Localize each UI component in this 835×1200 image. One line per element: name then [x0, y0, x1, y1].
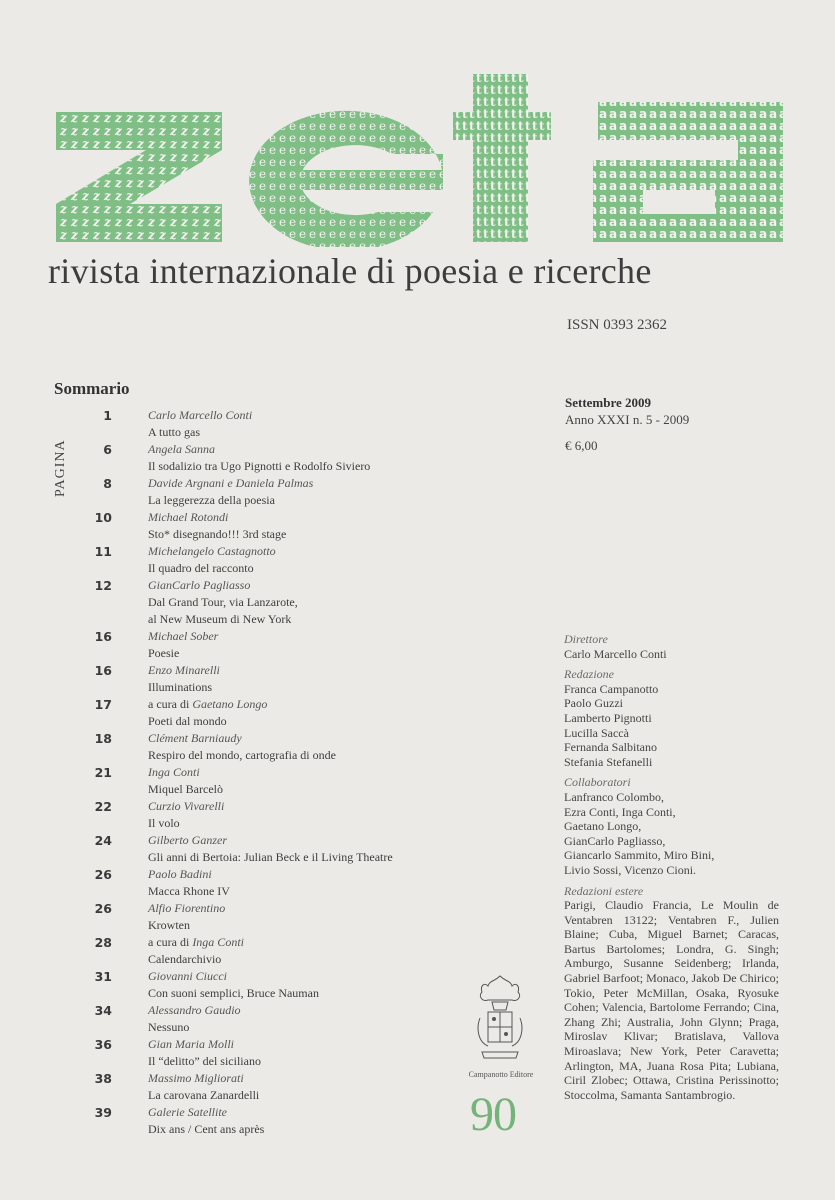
- toc-prefix: a cura di: [148, 697, 193, 711]
- page-number: 24: [94, 833, 112, 848]
- article-title: Il sodalizio tra Ugo Pignotti e Rodolfo Siviero: [148, 459, 371, 473]
- toc-row: [80, 1053, 460, 1070]
- toc-row: [80, 730, 460, 747]
- author-name: Clément Barniaudy: [148, 731, 242, 745]
- issue-volume: Anno XXXI n. 5 - 2009: [565, 412, 690, 427]
- toc-title: [148, 747, 336, 764]
- redazione-member: Stefania Stefanelli: [564, 754, 653, 769]
- toc-author: [148, 662, 220, 679]
- article-title: al New Museum di New York: [148, 612, 292, 626]
- article-title: Krowten: [148, 918, 190, 932]
- author-name: Michael Rotondi: [148, 510, 229, 524]
- article-title: Sto* disegnando!!! 3rd stage: [148, 527, 287, 541]
- redazione-list: [564, 682, 779, 770]
- redazioni-estere-text: Parigi, Claudio Francia, Le Moulin de Ventabren 13122; Ventabren F., Julien Blaine; Cuba, Miguel Barnet; Caracas, Bartus Bartolomes; Londra, G. Singh; Amburgo, Susanne Seidenberg; Irlanda, Gabriel Barfoot; Monaco, Jakob De Chirico; Tokio, Peter McMillan, Osaka, Ryosuke Cohen; Valencia, Bartolome Ferrando; Cina, Zhang Zhi; Australia, John Glynn; Praga, Miroslav Klivar; Bratislava, Vallova Miroaslava; New York, Peter Caravetta; Arlington, MA, Juana Rosa Pita; Lubiana, Ciril Zlobec; Ottawa, Cristina Perissinotto; Stoccolma, Samanta Santambrogio.: [564, 898, 779, 1102]
- toc-row: [80, 407, 460, 424]
- article-title: Poesie: [148, 646, 180, 660]
- pagina-label: PAGINA: [53, 439, 68, 497]
- page-number: 6: [103, 442, 112, 457]
- collaboratori-list: [564, 790, 779, 878]
- page-number: 26: [94, 867, 112, 882]
- toc-author: [148, 407, 252, 424]
- collaboratore-line: Giancarlo Sammito, Miro Bini,: [564, 848, 715, 863]
- author-name: Inga Conti: [192, 935, 244, 949]
- toc-author: [148, 475, 313, 492]
- toc-author: [148, 696, 267, 713]
- issue-info: [565, 394, 689, 454]
- toc-title: [148, 1053, 261, 1070]
- toc-row: [80, 424, 460, 441]
- page-number: 11: [94, 544, 112, 559]
- page-number: 31: [94, 969, 112, 984]
- collaboratore-line: Gaetano Longo,: [564, 819, 642, 834]
- toc-title: [148, 781, 223, 798]
- toc-row: [80, 985, 460, 1002]
- toc-row: [80, 815, 460, 832]
- toc-row: [80, 866, 460, 883]
- page-number: 28: [94, 935, 112, 950]
- toc-title: [148, 526, 286, 543]
- toc-title: [148, 458, 370, 475]
- toc-row: [80, 594, 460, 611]
- toc-title: [148, 883, 230, 900]
- toc-title: [148, 679, 212, 696]
- author-name: Alfio Fiorentino: [148, 901, 226, 915]
- page-number: 39: [94, 1105, 112, 1120]
- logo-letter-a: [593, 102, 783, 242]
- logo-letter-z: [56, 112, 222, 242]
- toc-row: [80, 492, 460, 509]
- article-title: Con suoni semplici, Bruce Nauman: [148, 986, 319, 1000]
- toc-author: [148, 900, 225, 917]
- direttore-name: Carlo Marcello Conti: [564, 646, 667, 661]
- toc-row: [80, 611, 460, 628]
- toc-author: [148, 866, 212, 883]
- issue-date: Settembre 2009: [565, 395, 652, 410]
- toc-row: [80, 1121, 460, 1138]
- page-number: 8: [103, 476, 112, 491]
- toc-row: [80, 662, 460, 679]
- redazione-member: Fernanda Salbitano: [564, 740, 657, 755]
- article-title: La leggerezza della poesia: [148, 493, 275, 507]
- author-name: Gilberto Ganzer: [148, 833, 227, 847]
- table-of-contents: [80, 407, 460, 1138]
- toc-title: [148, 594, 298, 611]
- toc-author: [148, 543, 276, 560]
- toc-title: [148, 492, 275, 509]
- toc-row: [80, 849, 460, 866]
- article-title: Il quadro del racconto: [148, 561, 254, 575]
- toc-author: [148, 441, 215, 458]
- collaboratore-line: Livio Sossi, Vicenzo Cioni.: [564, 862, 697, 877]
- author-name: Giovanni Ciucci: [148, 969, 227, 983]
- article-title: La carovana Zanardelli: [148, 1088, 260, 1102]
- toc-author: [148, 968, 227, 985]
- author-name: Gian Maria Molli: [148, 1037, 234, 1051]
- issue-number: 90: [470, 1088, 516, 1141]
- toc-author: [148, 509, 228, 526]
- subtitle: rivista internazionale di poesia e ricerche: [48, 251, 652, 291]
- toc-row: [80, 951, 460, 968]
- toc-title: [148, 560, 254, 577]
- toc-row: [80, 679, 460, 696]
- toc-row: [80, 526, 460, 543]
- toc-author: [148, 934, 244, 951]
- toc-row: [80, 560, 460, 577]
- issn: ISSN 0393 2362: [567, 317, 668, 333]
- article-title: Nessuno: [148, 1020, 190, 1034]
- toc-author: [148, 1070, 244, 1087]
- page-number: 34: [94, 1003, 112, 1018]
- toc-row: [80, 917, 460, 934]
- author-name: Enzo Minarelli: [148, 663, 220, 677]
- article-title: Dix ans / Cent ans après: [148, 1122, 265, 1136]
- toc-row: [80, 1036, 460, 1053]
- toc-author: [148, 1036, 234, 1053]
- collaboratore-line: GianCarlo Pagliasso,: [564, 833, 666, 848]
- toc-row: [80, 747, 460, 764]
- toc-row: [80, 781, 460, 798]
- toc-row: [80, 832, 460, 849]
- toc-author: [148, 577, 250, 594]
- author-name: Curzio Vivarelli: [148, 799, 225, 813]
- toc-row: [80, 475, 460, 492]
- author-name: Inga Conti: [148, 765, 200, 779]
- page-number: 10: [94, 510, 112, 525]
- toc-prefix: a cura di: [148, 935, 193, 949]
- page-number: 38: [94, 1071, 112, 1086]
- toc-title: [148, 611, 291, 628]
- page-number: 22: [94, 799, 112, 814]
- toc-row: [80, 543, 460, 560]
- article-title: Il volo: [148, 816, 180, 830]
- toc-row: [80, 509, 460, 526]
- toc-title: [148, 849, 393, 866]
- toc-author: [148, 730, 242, 747]
- toc-author: [148, 764, 200, 781]
- article-title: Calendarchivio: [148, 952, 222, 966]
- author-name: Davide Argnani e Daniela Palmas: [148, 476, 314, 490]
- page-number: 16: [94, 663, 112, 678]
- toc-author: [148, 798, 224, 815]
- toc-title: [148, 917, 190, 934]
- toc-author: [148, 1002, 241, 1019]
- redazione-member: Paolo Guzzi: [564, 696, 623, 711]
- toc-row: [80, 798, 460, 815]
- toc-title: [148, 645, 179, 662]
- toc-row: [80, 1019, 460, 1036]
- toc-row: [80, 1104, 460, 1121]
- toc-row: [80, 628, 460, 645]
- author-name: Massimo Migliorati: [148, 1071, 244, 1085]
- article-title: Poeti dal mondo: [148, 714, 227, 728]
- toc-title: [148, 1121, 264, 1138]
- article-title: Il “delitto” del siciliano: [148, 1054, 261, 1068]
- publisher-name: Campanotto Editore: [468, 1070, 534, 1079]
- toc-title: [148, 985, 319, 1002]
- article-title: Macca Rhone IV: [148, 884, 230, 898]
- article-title: Illuminations: [148, 680, 212, 694]
- author-name: Carlo Marcello Conti: [148, 408, 253, 422]
- toc-row: [80, 900, 460, 917]
- collaboratore-line: Ezra Conti, Inga Conti,: [564, 804, 676, 819]
- toc-row: [80, 645, 460, 662]
- toc-title: [148, 1087, 259, 1104]
- toc-author: [148, 628, 218, 645]
- toc-title: [148, 1019, 189, 1036]
- toc-title: [148, 713, 227, 730]
- collaboratori-heading: Collaboratori: [564, 775, 631, 790]
- toc-row: [80, 577, 460, 594]
- publisher-emblem-icon: [470, 972, 530, 1067]
- toc-row: [80, 1002, 460, 1019]
- logo-letter-t: [453, 74, 551, 242]
- page-number: 18: [94, 731, 112, 746]
- article-title: Dal Grand Tour, via Lanzarote,: [148, 595, 298, 609]
- author-name: Michelangelo Castagnotto: [148, 544, 276, 558]
- page-number: 21: [94, 765, 112, 780]
- toc-title: [148, 815, 180, 832]
- author-name: Alessandro Gaudio: [148, 1003, 241, 1017]
- page-number: 26: [94, 901, 112, 916]
- logo-letter-e: [249, 111, 443, 247]
- page-number: 36: [94, 1037, 112, 1052]
- zeta-logo: [48, 72, 788, 247]
- author-name: Michael Sober: [148, 629, 219, 643]
- article-title: Gli anni di Bertoia: Julian Beck e il Living Theatre: [148, 850, 393, 864]
- article-title: Respiro del mondo, cartografia di onde: [148, 748, 336, 762]
- article-title: Miquel Barcelò: [148, 782, 223, 796]
- toc-author: [148, 1104, 227, 1121]
- redazione-member: Lucilla Saccà: [564, 725, 629, 740]
- toc-row: [80, 458, 460, 475]
- author-name: Galerie Satellite: [148, 1105, 227, 1119]
- toc-row: [80, 934, 460, 951]
- author-name: GianCarlo Pagliasso: [148, 578, 251, 592]
- redazione-member: Franca Campanotto: [564, 681, 659, 696]
- toc-row: [80, 696, 460, 713]
- toc-title: [148, 424, 200, 441]
- redazione-member: Lamberto Pignotti: [564, 710, 652, 725]
- author-name: Angela Sanna: [148, 442, 215, 456]
- direttore-heading: Direttore: [564, 632, 608, 646]
- page-number: 12: [94, 578, 112, 593]
- sommario-title: Sommario: [54, 379, 130, 398]
- collaboratore-line: Lanfranco Colombo,: [564, 789, 664, 804]
- author-name: Gaetano Longo: [192, 697, 268, 711]
- toc-row: [80, 1070, 460, 1087]
- page-number: 16: [94, 629, 112, 644]
- redazioni-estere-heading: Redazioni estere: [564, 883, 644, 898]
- article-title: A tutto gas: [148, 425, 201, 439]
- page-number: 1: [103, 408, 112, 423]
- toc-row: [80, 1087, 460, 1104]
- issue-price: € 6,00: [565, 438, 598, 453]
- page-number: 17: [94, 697, 112, 712]
- staff-column: [564, 632, 779, 1102]
- author-name: Paolo Badini: [148, 867, 212, 881]
- toc-row: [80, 441, 460, 458]
- toc-row: [80, 883, 460, 900]
- toc-author: [148, 832, 227, 849]
- toc-row: [80, 713, 460, 730]
- toc-row: [80, 968, 460, 985]
- toc-row: [80, 764, 460, 781]
- toc-title: [148, 951, 221, 968]
- redazione-heading: Redazione: [564, 667, 614, 682]
